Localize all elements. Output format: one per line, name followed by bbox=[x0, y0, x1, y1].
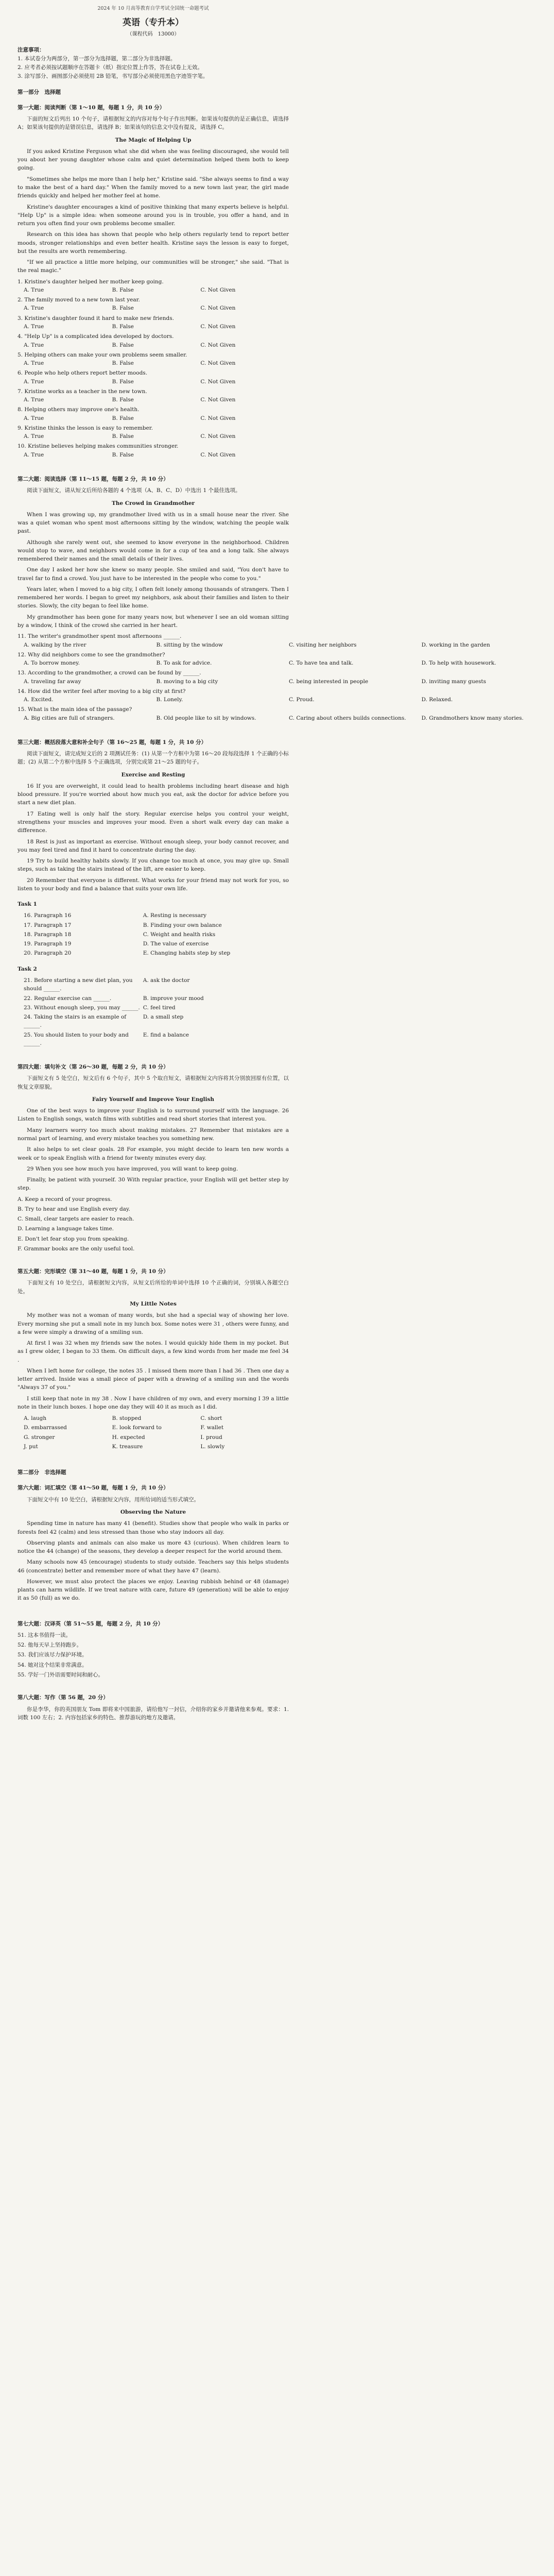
matching-item: 17. Paragraph 17 bbox=[24, 922, 72, 928]
answer-option: B. False bbox=[112, 451, 134, 458]
translation-item: 55. 学好一门外语需要时间和耐心。 bbox=[18, 1672, 104, 1678]
question-stem: 7. Kristine works as a teacher in the new town. bbox=[18, 388, 147, 395]
answer-option: C. Not Given bbox=[200, 378, 236, 385]
answer-option: C. Not Given bbox=[200, 451, 236, 458]
sec7-items bbox=[18, 1631, 289, 1679]
task1-matching bbox=[18, 911, 289, 957]
answer-option: A. True bbox=[24, 433, 44, 440]
question-options bbox=[24, 304, 289, 312]
translation-item: 54. 她对这个结果非常满意。 bbox=[18, 1662, 88, 1668]
answer-option: D. Relaxed. bbox=[421, 697, 453, 703]
answer-option: A. walking by the river bbox=[24, 641, 86, 648]
passage-paragraph: At first I was 32 when my friends saw the notes. I would quickly hide them in my pocket. But as I grew older, I began to 33 them. On difficult days, a few kind words from her made me feel 34 . bbox=[18, 1340, 289, 1363]
answer-option: A. Excited. bbox=[24, 697, 54, 703]
passage-paragraph: "If we all practice a little more helping, our communities will be stronger," she said. "That is the real magic." bbox=[18, 259, 289, 274]
answer-option: C. Not Given bbox=[200, 286, 236, 293]
passage-paragraph: Spending time in nature has many 41 (benefit). Studies show that people who walk in parks or forests feel 42 (calm) and less stressed than those who stay indoors all day. bbox=[18, 1520, 289, 1535]
notice-item: 2. 应考者必须按试题顺序在答题卡（纸）指定位置上作答，答在试卷上无效。 bbox=[18, 64, 203, 71]
sec7-heading: 第七大题：汉译英（第 51～55 题，每题 2 分，共 10 分） bbox=[18, 1620, 164, 1627]
word-bank-item: L. slowly bbox=[200, 1443, 225, 1450]
sentence-option: D. Learning a language takes time. bbox=[18, 1226, 114, 1232]
passage-paragraph: My mother was not a woman of many words, but she had a special way of showing her love. Every morning she put a small note in my lunch box. Some notes were 31 , others were funny, and a few were simply a drawing of a smiling sun. bbox=[18, 1312, 289, 1335]
matching-row bbox=[24, 949, 289, 957]
sec6-instruction: 下面短文中有 10 处空白，请根据短文内容，用所给词的适当形式填空。 bbox=[27, 1496, 200, 1503]
matching-item: 16. Paragraph 16 bbox=[24, 912, 72, 919]
answer-option: A. traveling far away bbox=[24, 678, 81, 685]
sec1-passage-title: The Magic of Helping Up bbox=[115, 137, 192, 143]
question-options bbox=[24, 359, 289, 367]
answer-option: B. False bbox=[112, 378, 134, 385]
answer-option: B. moving to a big city bbox=[156, 678, 218, 685]
answer-option: B. sitting by the window bbox=[156, 641, 223, 648]
question-options bbox=[24, 414, 289, 422]
answer-option: B. False bbox=[112, 415, 134, 421]
sec4-passage bbox=[18, 1107, 289, 1192]
answer-option: C. To have tea and talk. bbox=[289, 660, 354, 667]
notice-heading: 注意事项： bbox=[18, 46, 45, 53]
passage-paragraph: My grandmother has been gone for many years now, but whenever I see an old woman sitting by a window, I think of the crowd she carried in her heart. bbox=[18, 614, 289, 629]
translation-item: 52. 他每天早上坚持跑步。 bbox=[18, 1642, 82, 1649]
sec2-passage-title: The Crowd in Grandmother bbox=[111, 500, 195, 506]
sec2-heading: 第二大题：阅读选择（第 11～15 题，每题 2 分，共 10 分） bbox=[18, 476, 169, 482]
matching-row bbox=[24, 940, 289, 948]
question-stem: 2. The family moved to a new town last year. bbox=[18, 297, 140, 303]
word-bank-item: B. stopped bbox=[112, 1415, 142, 1422]
word-bank-item: A. laugh bbox=[24, 1415, 47, 1422]
question-stem: 14. How did the writer feel after moving to a big city at first? bbox=[18, 688, 186, 694]
answer-option: C. Not Given bbox=[200, 342, 236, 348]
answer-option: A. True bbox=[24, 378, 44, 385]
question-stem: 5. Helping others can make your own problems seem smaller. bbox=[18, 351, 187, 358]
sec8-instruction: 你是李华，你的英国朋友 Tom 即将来中国旅游，请给他写一封信，介绍你的家乡并邀请他来参观。要求：1. 词数 100 左右；2. 内容包括家乡的特色、推荐游玩的地方及邀请。 bbox=[18, 1706, 289, 1721]
matching-item: 24. Taking the stairs is an example of ______. bbox=[24, 1014, 127, 1029]
question-options bbox=[24, 677, 486, 686]
matching-item: 23. Without enough sleep, you may ______. bbox=[24, 1004, 140, 1011]
sec5-passage-title: My Little Notes bbox=[130, 1300, 177, 1307]
exam-title: 英语（专升本） bbox=[123, 17, 184, 28]
answer-option: C. Not Given bbox=[200, 397, 236, 403]
matching-choice: A. ask the doctor bbox=[143, 977, 190, 984]
question-stem: 3. Kristine's daughter found it hard to make new friends. bbox=[18, 315, 174, 321]
matching-row bbox=[24, 1004, 289, 1012]
passage-paragraph: If you asked Kristine Ferguson what she did when she was feeling discouraged, she would tell you about her young daughter whose calm and quiet determination helped them both to keep going. bbox=[18, 148, 289, 172]
question-stem: 6. People who help others report better moods. bbox=[18, 370, 148, 377]
answer-option: A. True bbox=[24, 451, 44, 458]
answer-option: A. True bbox=[24, 360, 44, 367]
answer-option: C. Proud. bbox=[289, 697, 315, 703]
question-stem: 11. The writer's grandmother spent most afternoons ______. bbox=[18, 633, 182, 640]
question-options bbox=[24, 641, 490, 649]
matching-item: 21. Before starting a new diet plan, you should ______. bbox=[24, 977, 133, 992]
sec5-word-bank bbox=[24, 1414, 289, 1451]
matching-item: 18. Paragraph 18 bbox=[24, 931, 72, 938]
sec3-heading: 第三大题：概括段落大意和补全句子（第 16～25 题，每题 1 分，共 10 分） bbox=[18, 739, 207, 745]
matching-choice: E. find a balance bbox=[143, 1031, 189, 1038]
answer-option: C. Not Given bbox=[200, 360, 236, 367]
passage-paragraph: However, we must also protect the places we enjoy. Leaving rubbish behind or 48 (damage) plants can harm wildlife. If we treat nature with care, future 49 (generation) will be able to enjoy it as 50 (full) as we do. bbox=[18, 1578, 289, 1602]
answer-option: B. False bbox=[112, 360, 134, 367]
passage-paragraph: Finally, be patient with yourself. 30 With regular practice, your English will get better step by step. bbox=[18, 1177, 289, 1192]
answer-option: A. True bbox=[24, 305, 44, 312]
matching-choice: D. The value of exercise bbox=[143, 941, 209, 947]
word-bank-item: C. short bbox=[200, 1415, 222, 1422]
matching-choice: B. improve your mood bbox=[143, 995, 204, 1002]
matching-choice: C. feel tired bbox=[143, 1004, 176, 1011]
question-stem: 9. Kristine thinks the lesson is easy to remember. bbox=[18, 425, 153, 431]
sentence-option: A. Keep a record of your progress. bbox=[18, 1196, 112, 1202]
sec6-heading: 第六大题：词汇填空（第 41～50 题，每题 1 分，共 10 分） bbox=[18, 1485, 169, 1492]
answer-option: B. To ask for advice. bbox=[156, 660, 212, 667]
answer-option: B. False bbox=[112, 433, 134, 440]
sentence-option: C. Small, clear targets are easier to reach. bbox=[18, 1216, 134, 1223]
answer-option: B. Lonely. bbox=[156, 697, 183, 703]
matching-row bbox=[24, 976, 289, 993]
answer-option: A. Big cities are full of strangers. bbox=[24, 715, 115, 721]
answer-option: B. Old people like to sit by windows. bbox=[156, 715, 256, 721]
answer-option: C. Caring about others builds connections. bbox=[289, 715, 406, 721]
question-options bbox=[24, 696, 453, 704]
answer-option: D. working in the garden bbox=[421, 641, 490, 648]
sec3-passage-title: Exercise and Resting bbox=[121, 771, 185, 778]
passage-paragraph: One day I asked her how she knew so many people. She smiled and said, "You don't have to travel far to find a crowd. You just have to be interested in the people who come to you." bbox=[18, 567, 289, 582]
passage-paragraph: "Sometimes she helps me more than I help her," Kristine said. "She always seems to find a way to make the best of a hard day." When the family moved to a new town last year, the girl made friends quickly and helped her mother feel at home. bbox=[18, 176, 289, 199]
question-options bbox=[24, 323, 289, 331]
passage-paragraph: 16 If you are overweight, it could lead to health problems including heart disease and high blood pressure. If you're worried about how much you eat, ask the doctor for advice before you start a new diet plan. bbox=[18, 783, 289, 806]
notice-item: 3. 涂写部分、画图部分必须使用 2B 铅笔，书写部分必须使用黑色字迹签字笔。 bbox=[18, 73, 209, 80]
sec4-instruction: 下面短文有 5 处空白，短文后有 6 个句子，其中 5 个取自短文，请根据短文内容将其分别放回原有位置，以恢复文章原貌。 bbox=[18, 1075, 289, 1090]
question-options bbox=[24, 451, 289, 459]
answer-option: C. Not Given bbox=[200, 433, 236, 440]
matching-item: 22. Regular exercise can ______. bbox=[24, 995, 112, 1002]
question-stem: 4. "Help Up" is a complicated idea developed by doctors. bbox=[18, 333, 174, 340]
question-stem: 1. Kristine's daughter helped her mother keep going. bbox=[18, 278, 164, 285]
sentence-option: B. Try to hear and use English every day. bbox=[18, 1206, 130, 1212]
sec4-options bbox=[18, 1195, 289, 1253]
answer-option: C. Not Given bbox=[200, 305, 236, 312]
passage-paragraph: Many learners worry too much about making mistakes. 27 Remember that mistakes are a normal part of learning, and every mistake teaches you something new. bbox=[18, 1127, 289, 1142]
task2-label: Task 2 bbox=[18, 965, 37, 972]
question-options bbox=[24, 378, 289, 386]
answer-option: C. being interested in people bbox=[289, 678, 369, 685]
passage-paragraph: Years later, when I moved to a big city, I often felt lonely among thousands of strangers. Then I remembered her words. I began to greet my neighbors, ask about their families and listen to their stories. Slowly, the city began to feel like home. bbox=[18, 586, 289, 609]
part2-heading: 第二部分 非选择题 bbox=[18, 1469, 66, 1476]
passage-paragraph: When I left home for college, the notes 35 . I missed them more than I had 36 . Then one day a letter arrived. Inside was a small piece of paper with a drawing of a smiling sun and the words "Always 37 of you." bbox=[18, 1367, 289, 1391]
sec1-heading: 第一大题：阅读判断（第 1～10 题，每题 1 分，共 10 分） bbox=[18, 104, 165, 111]
sec3-passage bbox=[18, 782, 289, 893]
translation-item: 53. 我们应该尽力保护环境。 bbox=[18, 1652, 88, 1658]
answer-option: B. False bbox=[112, 397, 134, 403]
passage-paragraph: 17 Eating well is only half the story. Regular exercise helps you control your weight, strengthens your muscles and improves your mood. Even a short walk every day can make a difference. bbox=[18, 810, 289, 834]
sec5-heading: 第五大题：完形填空（第 31～40 题，每题 1 分，共 10 分） bbox=[18, 1268, 169, 1275]
passage-paragraph: Although she rarely went out, she seemed to know everyone in the neighborhood. Children would stop to wave, and neighbors would come in for a cup of tea and a long talk. She always remembered their names and the small details of their lives. bbox=[18, 539, 289, 563]
question-options bbox=[24, 396, 289, 404]
answer-option: B. False bbox=[112, 305, 134, 312]
question-stem: 12. Why did neighbors come to see the grandmother? bbox=[18, 651, 165, 658]
sec2-questions bbox=[18, 632, 524, 722]
word-bank-item: G. stronger bbox=[24, 1434, 55, 1440]
passage-paragraph: When I was growing up, my grandmother lived with us in a small house near the river. She was a quiet woman who spent most afternoons sitting by the window, watching the people walk past. bbox=[18, 511, 289, 535]
passage-paragraph: I still keep that note in my 38 . Now I have children of my own, and every morning I 39 a little note in their lunch boxes. I hope one day they will 40 it as much as I did. bbox=[18, 1395, 289, 1410]
word-bank-item: I. proud bbox=[200, 1434, 222, 1440]
matching-choice: D. a small step bbox=[143, 1014, 184, 1021]
answer-option: D. Grandmothers know many stories. bbox=[421, 715, 524, 721]
sec1-passage bbox=[18, 147, 289, 275]
translation-item: 51. 这本书值得一读。 bbox=[18, 1632, 72, 1638]
matching-row bbox=[24, 930, 289, 939]
passage-paragraph: Many schools now 45 (encourage) students to study outside. Teachers say this helps students 46 (concentrate) better and remember more of what they have 47 (learn). bbox=[18, 1559, 289, 1574]
sec6-passage bbox=[18, 1519, 289, 1602]
answer-option: A. True bbox=[24, 342, 44, 348]
answer-option: B. False bbox=[112, 286, 134, 293]
matching-choice: B. Finding your own balance bbox=[143, 922, 222, 928]
word-bank-item: E. look forward to bbox=[112, 1425, 162, 1431]
word-bank-item: H. expected bbox=[112, 1434, 145, 1440]
course-code: （课程代码 13000） bbox=[127, 31, 180, 38]
matching-row bbox=[24, 1013, 289, 1030]
question-stem: 15. What is the main idea of the passage? bbox=[18, 706, 132, 713]
answer-option: C. Not Given bbox=[200, 415, 236, 421]
question-options bbox=[24, 341, 289, 349]
matching-row bbox=[24, 1031, 289, 1048]
sec5-passage bbox=[18, 1311, 289, 1411]
passage-paragraph: 19 Try to build healthy habits slowly. If you change too much at once, you may give up. Small steps, such as taking the stairs instead of the lift, are easier to keep. bbox=[18, 858, 289, 873]
answer-option: A. True bbox=[24, 415, 44, 421]
sec4-heading: 第四大题：填句补文（第 26～30 题，每题 2 分，共 10 分） bbox=[18, 1064, 169, 1071]
word-bank-item: J. put bbox=[24, 1443, 38, 1450]
passage-paragraph: 20 Remember that everyone is different. What works for your friend may not work for you, so listen to your body and find a balance that suits your own life. bbox=[18, 877, 289, 892]
exam-meta: 2024 年 10 月高等教育自学考试全国统一命题考试 bbox=[97, 6, 209, 11]
sec5-instruction: 下面短文有 10 处空白，请根据短文内容，从短文后所给的单词中选择 10 个正确的词，分别填入各题空白处。 bbox=[18, 1280, 289, 1295]
question-stem: 10. Kristine believes helping makes communities stronger. bbox=[18, 443, 179, 450]
sec4-passage-title: Fairy Yourself and Improve Your English bbox=[92, 1096, 215, 1103]
sec2-passage bbox=[18, 511, 289, 630]
answer-option: A. True bbox=[24, 397, 44, 403]
sec1-questions bbox=[18, 278, 289, 459]
answer-option: D. To help with housework. bbox=[421, 660, 496, 667]
passage-paragraph: 18 Rest is just as important as exercise. Without enough sleep, your body cannot recover, and you may feel tired and find it hard to concentrate during the day. bbox=[18, 838, 289, 853]
answer-option: A. To borrow money. bbox=[24, 660, 80, 667]
sec6-passage-title: Observing the Nature bbox=[120, 1509, 186, 1516]
passage-paragraph: Research on this idea has shown that people who help others regularly tend to report better moods, stronger relationships and even better health. Kristine says the lesson is easy to forget, but the results are worth remembering. bbox=[18, 231, 289, 255]
matching-item: 20. Paragraph 20 bbox=[24, 950, 72, 957]
answer-option: C. visiting her neighbors bbox=[289, 641, 357, 648]
sentence-option: F. Grammar books are the only useful tool. bbox=[18, 1245, 135, 1252]
question-stem: 13. According to the grandmother, a crowd can be found by ______. bbox=[18, 670, 201, 676]
answer-option: B. False bbox=[112, 342, 134, 348]
question-stem: 8. Helping others may improve one's health. bbox=[18, 406, 140, 413]
sec2-instruction: 阅读下面短文，请从短文后所给各题的 4 个选项（A、B、C、D）中选出 1 个最佳选项。 bbox=[27, 487, 241, 494]
matching-choice: A. Resting is necessary bbox=[143, 912, 207, 919]
matching-item: 25. You should listen to your body and ______. bbox=[24, 1031, 129, 1046]
word-bank-item: D. embarrassed bbox=[24, 1425, 67, 1431]
answer-option: A. True bbox=[24, 286, 44, 293]
passage-paragraph: 29 When you see how much you have improved, you will want to keep going. bbox=[27, 1165, 238, 1172]
question-options bbox=[24, 659, 496, 667]
matching-choice: C. Weight and health risks bbox=[143, 931, 216, 938]
matching-item: 19. Paragraph 19 bbox=[24, 941, 72, 947]
answer-option: D. inviting many guests bbox=[421, 678, 486, 685]
sec1-instruction: 下面的短文后列出 10 个句子，请根据短文的内容对每个句子作出判断。如果该句提供的是正确信息，请选择 A；如果该句提供的是错误信息，请选择 B；如果该句的信息文中没有提及，请选择 C。 bbox=[18, 116, 289, 131]
word-bank-item: F. wallet bbox=[200, 1425, 224, 1431]
answer-option: A. True bbox=[24, 324, 44, 330]
task2-matching bbox=[18, 976, 289, 1047]
question-options bbox=[24, 714, 524, 722]
matching-row bbox=[24, 921, 289, 929]
sec3-instruction: 阅读下面短文，请完成短文后的 2 项测试任务：(1) 从第一个方框中为第 16～20 段每段选择 1 个正确的小标题；(2) 从第二个方框中选择 5 个正确选项，分别完成第 21～25 题的句子。 bbox=[18, 751, 289, 766]
passage-paragraph: Observing plants and animals can also make us more 43 (curious). When children learn to notice the 44 (change) of the seasons, they develop a deeper respect for the world around them. bbox=[18, 1539, 289, 1555]
answer-option: B. False bbox=[112, 324, 134, 330]
notice-item: 1. 本试卷分为两部分，第一部分为选择题，第二部分为非选择题。 bbox=[18, 55, 176, 62]
sentence-option: E. Don't let fear stop you from speaking. bbox=[18, 1235, 129, 1242]
passage-paragraph: It also helps to set clear goals. 28 For example, you might decide to learn ten new words a week or to speak English with a friend for twenty minutes every day. bbox=[18, 1146, 289, 1161]
part1-heading: 第一部分 选择题 bbox=[18, 89, 61, 95]
matching-choice: E. Changing habits step by step bbox=[143, 950, 231, 957]
task1-label: Task 1 bbox=[18, 901, 37, 908]
sec8-heading: 第八大题：写作（第 56 题，20 分） bbox=[18, 1694, 109, 1701]
question-options bbox=[24, 432, 289, 440]
matching-row bbox=[24, 911, 289, 920]
word-bank-item: K. treasure bbox=[112, 1443, 143, 1450]
answer-option: C. Not Given bbox=[200, 324, 236, 330]
notice-block bbox=[18, 46, 289, 81]
matching-row bbox=[24, 994, 289, 1003]
question-options bbox=[24, 286, 289, 294]
passage-paragraph: One of the best ways to improve your English is to surround yourself with the language. 26 Listen to English songs, watch films with subtitles and read short stories that interest you. bbox=[18, 1108, 289, 1123]
passage-paragraph: Kristine's daughter encourages a kind of positive thinking that many experts believe is helpful. "Help Up" is a simple idea: when someone around you is in trouble, you offer a hand, and in return you often find your own problems become smaller. bbox=[18, 204, 289, 227]
